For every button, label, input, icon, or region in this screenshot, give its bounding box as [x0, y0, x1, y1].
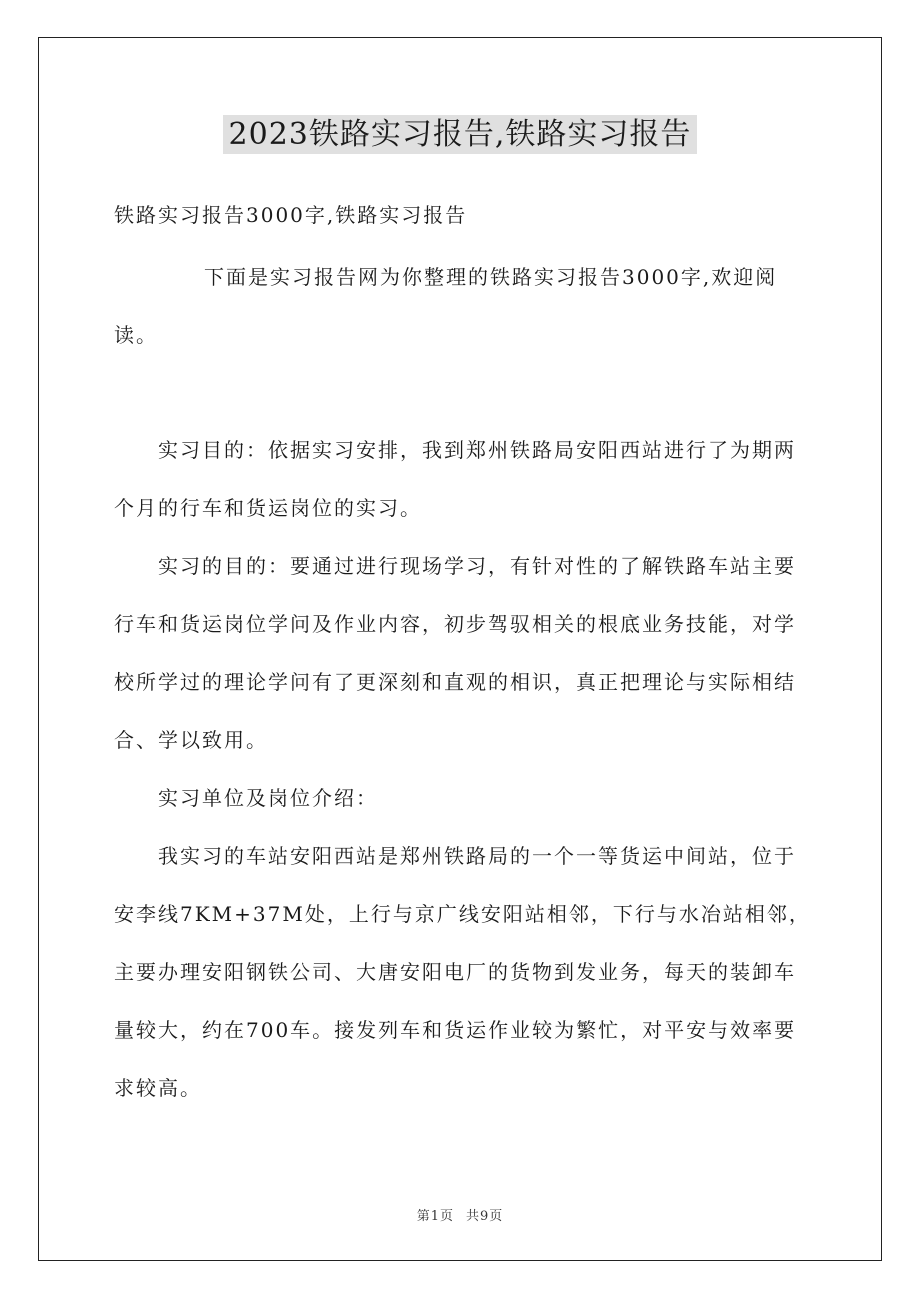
paragraph-unit-heading: 实习单位及岗位介绍：: [158, 786, 378, 810]
document-title: [0, 113, 920, 157]
intro-paragraph: 下面是实习报告网为你整理的铁路实习报告3000字,欢迎阅读。: [114, 265, 778, 347]
total-pages-label: 共9页: [466, 1209, 504, 1224]
current-page-label: 第1页: [416, 1209, 454, 1224]
document-subtitle: 铁路实习报告3000字,铁路实习报告: [114, 203, 468, 227]
page-footer: [0, 1205, 920, 1224]
paragraph-purpose: 实习目的：依据实习安排，我到郑州铁路局安阳西站进行了为期两个月的行车和货运岗位的实习。: [114, 438, 796, 520]
paragraph-station-intro: 我实习的车站安阳西站是郑州铁路局的一个一等货运中间站，位于安李线7KM+37M处，上行与京广线安阳站相邻，下行与水冶站相邻，主要办理安阳钢铁公司、大唐安阳电厂的货物到发业务，每天的装卸车量较大，约在700车。接发列车和货运作业较为繁忙，对平安与效率要求较高。: [114, 844, 811, 1100]
body-paragraphs: [114, 421, 814, 1117]
paragraph-goal: 实习的目的：要通过进行现场学习，有针对性的了解铁路车站主要行车和货运岗位学问及作业内容，初步驾驭相关的根底业务技能，对学校所学过的理论学问有了更深刻和直观的相识，真正把理论与实际相结合、学以致用。: [114, 554, 796, 752]
title-text: 2023铁路实习报告,铁路实习报告: [223, 115, 698, 154]
